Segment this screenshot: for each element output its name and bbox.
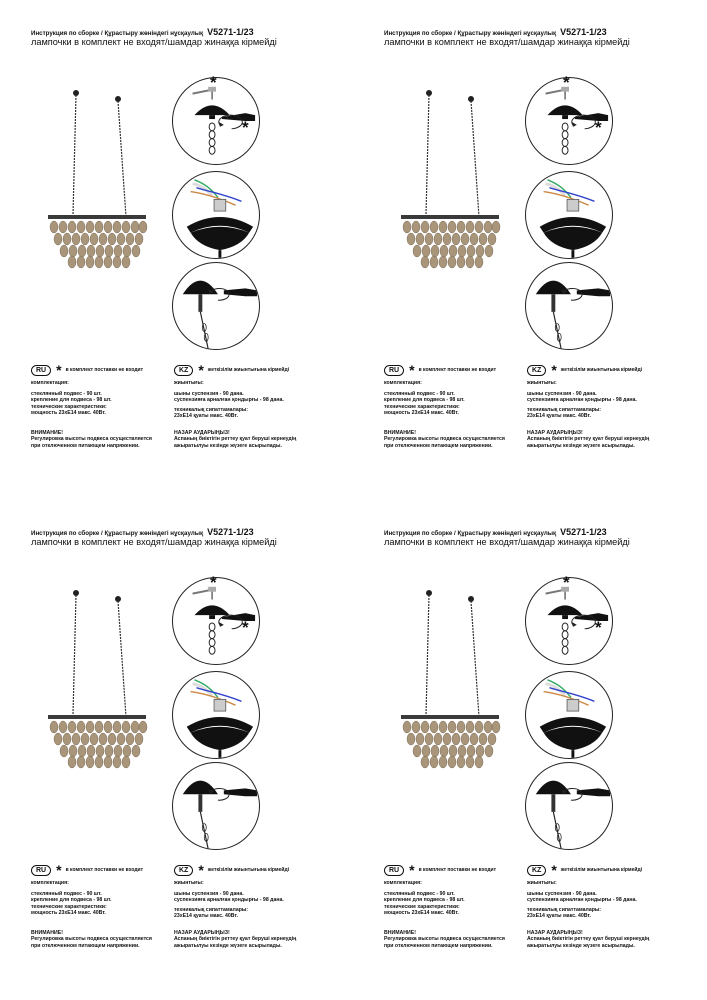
instruction-title — [31, 527, 254, 537]
kz-warning-heading: НАЗАР АУДАРЫҢЫЗ! — [527, 430, 583, 436]
bulbs-not-included-note: лампочки в комплект не входят/шамдар жинаққа кірмейді — [384, 537, 630, 547]
not-included-star-icon: * — [563, 73, 570, 92]
ru-warning-line: при отключенном питающем напряжении. — [31, 442, 140, 449]
kz-warning — [174, 930, 296, 949]
kz-kit-item: шыны суспензия - 90 дана. — [527, 391, 597, 397]
step-2-wiring-diagram — [525, 671, 613, 759]
kz-warning-heading: НАЗАР АУДАРЫҢЫЗ! — [527, 930, 583, 936]
star-icon: * — [551, 862, 557, 878]
ru-star-note: в комплект поставки не входит — [418, 367, 497, 373]
ru-warning — [31, 930, 152, 949]
kz-kit-item: шыны суспензия - 90 дана. — [174, 891, 244, 897]
kz-spec-heading: техникалық сипаттамалары: — [174, 906, 249, 913]
kz-kit-and-specs — [527, 391, 637, 420]
not-included-star-icon: * — [242, 618, 249, 637]
instruction-copy — [353, 0, 706, 500]
ru-spec-value: мощность 23хЕ14 макс. 40Вт. — [384, 910, 459, 917]
title-text: Инструкция по сборке / Құрастыру жөніндегі нұсқаулық — [31, 530, 204, 537]
kz-kit-item: суспензияға арналған қондырғы - 98 дана. — [527, 397, 637, 404]
ru-kit-and-specs — [31, 891, 112, 917]
ru-warning-line: Регулировка высоты подвеса осуществляется — [384, 436, 505, 443]
model-number: V5271-1/23 — [560, 27, 607, 37]
ru-warning — [384, 430, 505, 449]
not-included-star-icon: * — [595, 118, 602, 137]
kz-warning-line: ажыратылуы кезінде жүзеге асырылады. — [527, 442, 635, 449]
instruction-copy — [0, 500, 353, 1000]
star-icon: * — [56, 862, 62, 878]
ru-warning — [384, 930, 505, 949]
not-included-star-icon: * — [210, 573, 217, 592]
step-3-height-adjust-diagram — [525, 262, 613, 350]
kz-warning-line: Аспаның биіктігін реттеу қуат беруші кернеудің — [174, 936, 297, 943]
ru-warning-line: при отключенном питающем напряжении. — [31, 942, 140, 949]
kz-kit-heading: жиынтығы: — [174, 380, 204, 386]
chandelier-illustration — [399, 585, 509, 785]
kz-language-badge: KZ — [174, 865, 193, 876]
star-icon: * — [409, 862, 415, 878]
ru-warning-line: Регулировка высоты подвеса осуществляется — [31, 936, 152, 943]
ru-spec-value: мощность 23хЕ14 макс. 40Вт. — [384, 410, 459, 417]
instruction-title — [384, 27, 607, 37]
kz-warning-line: ажыратылуы кезінде жүзеге асырылады. — [174, 942, 282, 949]
instruction-copy — [353, 500, 706, 1000]
ru-language-badge: RU — [31, 865, 51, 876]
not-included-star-icon: * — [595, 618, 602, 637]
model-number: V5271-1/23 — [560, 527, 607, 537]
kz-spec-heading: техникалық сипаттамалары: — [527, 906, 602, 913]
kz-warning-line: Аспаның биіктігін реттеу қуат беруші кернеудің — [174, 436, 297, 443]
ru-warning-line: при отключенном питающем напряжении. — [384, 942, 493, 949]
kz-kit-heading: жиынтығы: — [527, 380, 557, 386]
ru-kit-heading: комплектация: — [384, 380, 422, 386]
kz-warning-line: ажыратылуы кезінде жүзеге асырылады. — [527, 942, 635, 949]
kz-warning — [527, 430, 649, 449]
kz-warning-heading: НАЗАР АУДАРЫҢЫЗ! — [174, 930, 230, 936]
kz-star-note: жеткізілім жиынтығына кірмейді — [207, 867, 290, 873]
model-number: V5271-1/23 — [207, 27, 254, 37]
kz-warning-line: ажыратылуы кезінде жүзеге асырылады. — [174, 442, 282, 449]
kz-star-legend — [174, 863, 289, 877]
ru-spec-heading: технические характеристики: — [384, 403, 460, 410]
kz-star-legend — [527, 363, 642, 377]
bulbs-not-included-note: лампочки в комплект не входят/шамдар жинаққа кірмейді — [384, 37, 630, 47]
ru-warning-line: Регулировка высоты подвеса осуществляется — [384, 936, 505, 943]
bulbs-not-included-note: лампочки в комплект не входят/шамдар жинаққа кірмейді — [31, 37, 277, 47]
ru-kit-item: крепление для подвеса - 98 шт. — [384, 397, 465, 404]
ru-kit-item: крепление для подвеса - 98 шт. — [31, 397, 112, 404]
kz-language-badge: KZ — [527, 865, 546, 876]
not-included-star-icon: * — [210, 73, 217, 92]
ru-warning-heading: ВНИМАНИЕ! — [384, 430, 416, 436]
step-2-wiring-diagram — [172, 171, 260, 259]
kz-kit-item: шыны суспензия - 90 дана. — [174, 391, 244, 397]
ru-kit-item: крепление для подвеса - 98 шт. — [384, 897, 465, 904]
step-2-wiring-diagram — [525, 171, 613, 259]
chandelier-illustration — [399, 85, 509, 285]
step-3-height-adjust-diagram — [172, 762, 260, 850]
step-2-wiring-diagram — [172, 671, 260, 759]
star-icon: * — [56, 362, 62, 378]
instruction-copy — [0, 0, 353, 500]
kz-spec-value: 23хЕ14 қуаты макс. 40Вт. — [527, 413, 591, 420]
kz-star-legend — [174, 363, 289, 377]
ru-star-legend — [31, 363, 143, 377]
kz-warning-line: Аспаның биіктігін реттеу қуат беруші кернеудің — [527, 936, 650, 943]
ru-spec-value: мощность 23хЕ14 макс. 40Вт. — [31, 410, 106, 417]
kz-spec-heading: техникалық сипаттамалары: — [174, 406, 249, 413]
ru-kit-heading: комплектация: — [384, 880, 422, 886]
ru-warning-heading: ВНИМАНИЕ! — [384, 930, 416, 936]
ru-warning-line: Регулировка высоты подвеса осуществляется — [31, 436, 152, 443]
ru-spec-value: мощность 23хЕ14 макс. 40Вт. — [31, 910, 106, 917]
step-3-height-adjust-diagram — [525, 762, 613, 850]
ru-language-badge: RU — [384, 865, 404, 876]
ru-warning-line: при отключенном питающем напряжении. — [384, 442, 493, 449]
ru-star-legend — [384, 863, 496, 877]
ru-spec-heading: технические характеристики: — [31, 903, 107, 910]
ru-star-note: в комплект поставки не входит — [65, 867, 144, 873]
ru-star-legend — [384, 363, 496, 377]
kz-kit-heading: жиынтығы: — [527, 880, 557, 886]
ru-star-legend — [31, 863, 143, 877]
kz-language-badge: KZ — [174, 365, 193, 376]
kz-kit-and-specs — [174, 391, 284, 420]
kz-language-badge: KZ — [527, 365, 546, 376]
kz-star-legend — [527, 863, 642, 877]
kz-spec-heading: техникалық сипаттамалары: — [527, 406, 602, 413]
kz-star-note: жеткізілім жиынтығына кірмейді — [560, 867, 643, 873]
ru-spec-heading: технические характеристики: — [31, 403, 107, 410]
not-included-star-icon: * — [563, 573, 570, 592]
kz-kit-item: суспензияға арналған қондырғы - 98 дана. — [527, 897, 637, 904]
kz-kit-item: шыны суспензия - 90 дана. — [527, 891, 597, 897]
chandelier-illustration — [46, 85, 156, 285]
ru-star-note: в комплект поставки не входит — [418, 867, 497, 873]
ru-kit-heading: комплектация: — [31, 880, 69, 886]
title-text: Инструкция по сборке / Құрастыру жөніндегі нұсқаулық — [384, 530, 557, 537]
kz-star-note: жеткізілім жиынтығына кірмейді — [560, 367, 643, 373]
ru-warning — [31, 430, 152, 449]
ru-kit-item: крепление для подвеса - 98 шт. — [31, 897, 112, 904]
star-icon: * — [409, 362, 415, 378]
ru-kit-heading: комплектация: — [31, 380, 69, 386]
ru-kit-item: стеклянный подвес - 90 шт. — [31, 391, 102, 397]
ru-kit-item: стеклянный подвес - 90 шт. — [384, 391, 455, 397]
kz-warning-line: Аспаның биіктігін реттеу қуат беруші кернеудің — [527, 436, 650, 443]
step-3-height-adjust-diagram — [172, 262, 260, 350]
kz-kit-and-specs — [527, 891, 637, 920]
ru-language-badge: RU — [384, 365, 404, 376]
kz-warning — [174, 430, 296, 449]
kz-spec-value: 23хЕ14 қуаты макс. 40Вт. — [174, 913, 238, 920]
ru-kit-and-specs — [384, 891, 465, 917]
kz-spec-value: 23хЕ14 қуаты макс. 40Вт. — [527, 913, 591, 920]
model-number: V5271-1/23 — [207, 527, 254, 537]
kz-warning-heading: НАЗАР АУДАРЫҢЫЗ! — [174, 430, 230, 436]
star-icon: * — [198, 362, 204, 378]
instruction-title — [31, 27, 254, 37]
kz-kit-and-specs — [174, 891, 284, 920]
title-text: Инструкция по сборке / Құрастыру жөніндегі нұсқаулық — [384, 30, 557, 37]
kz-kit-item: суспензияға арналған қондырғы - 98 дана. — [174, 897, 284, 904]
chandelier-illustration — [46, 585, 156, 785]
star-icon: * — [198, 862, 204, 878]
ru-kit-and-specs — [31, 391, 112, 417]
ru-kit-item: стеклянный подвес - 90 шт. — [384, 891, 455, 897]
title-text: Инструкция по сборке / Құрастыру жөніндегі нұсқаулық — [31, 30, 204, 37]
ru-kit-and-specs — [384, 391, 465, 417]
kz-kit-heading: жиынтығы: — [174, 880, 204, 886]
kz-warning — [527, 930, 649, 949]
ru-language-badge: RU — [31, 365, 51, 376]
instruction-title — [384, 527, 607, 537]
bulbs-not-included-note: лампочки в комплект не входят/шамдар жинаққа кірмейді — [31, 537, 277, 547]
star-icon: * — [551, 362, 557, 378]
ru-kit-item: стеклянный подвес - 90 шт. — [31, 891, 102, 897]
kz-star-note: жеткізілім жиынтығына кірмейді — [207, 367, 290, 373]
ru-warning-heading: ВНИМАНИЕ! — [31, 930, 63, 936]
not-included-star-icon: * — [242, 118, 249, 137]
kz-kit-item: суспензияға арналған қондырғы - 98 дана. — [174, 397, 284, 404]
kz-spec-value: 23хЕ14 қуаты макс. 40Вт. — [174, 413, 238, 420]
ru-warning-heading: ВНИМАНИЕ! — [31, 430, 63, 436]
ru-star-note: в комплект поставки не входит — [65, 367, 144, 373]
ru-spec-heading: технические характеристики: — [384, 903, 460, 910]
